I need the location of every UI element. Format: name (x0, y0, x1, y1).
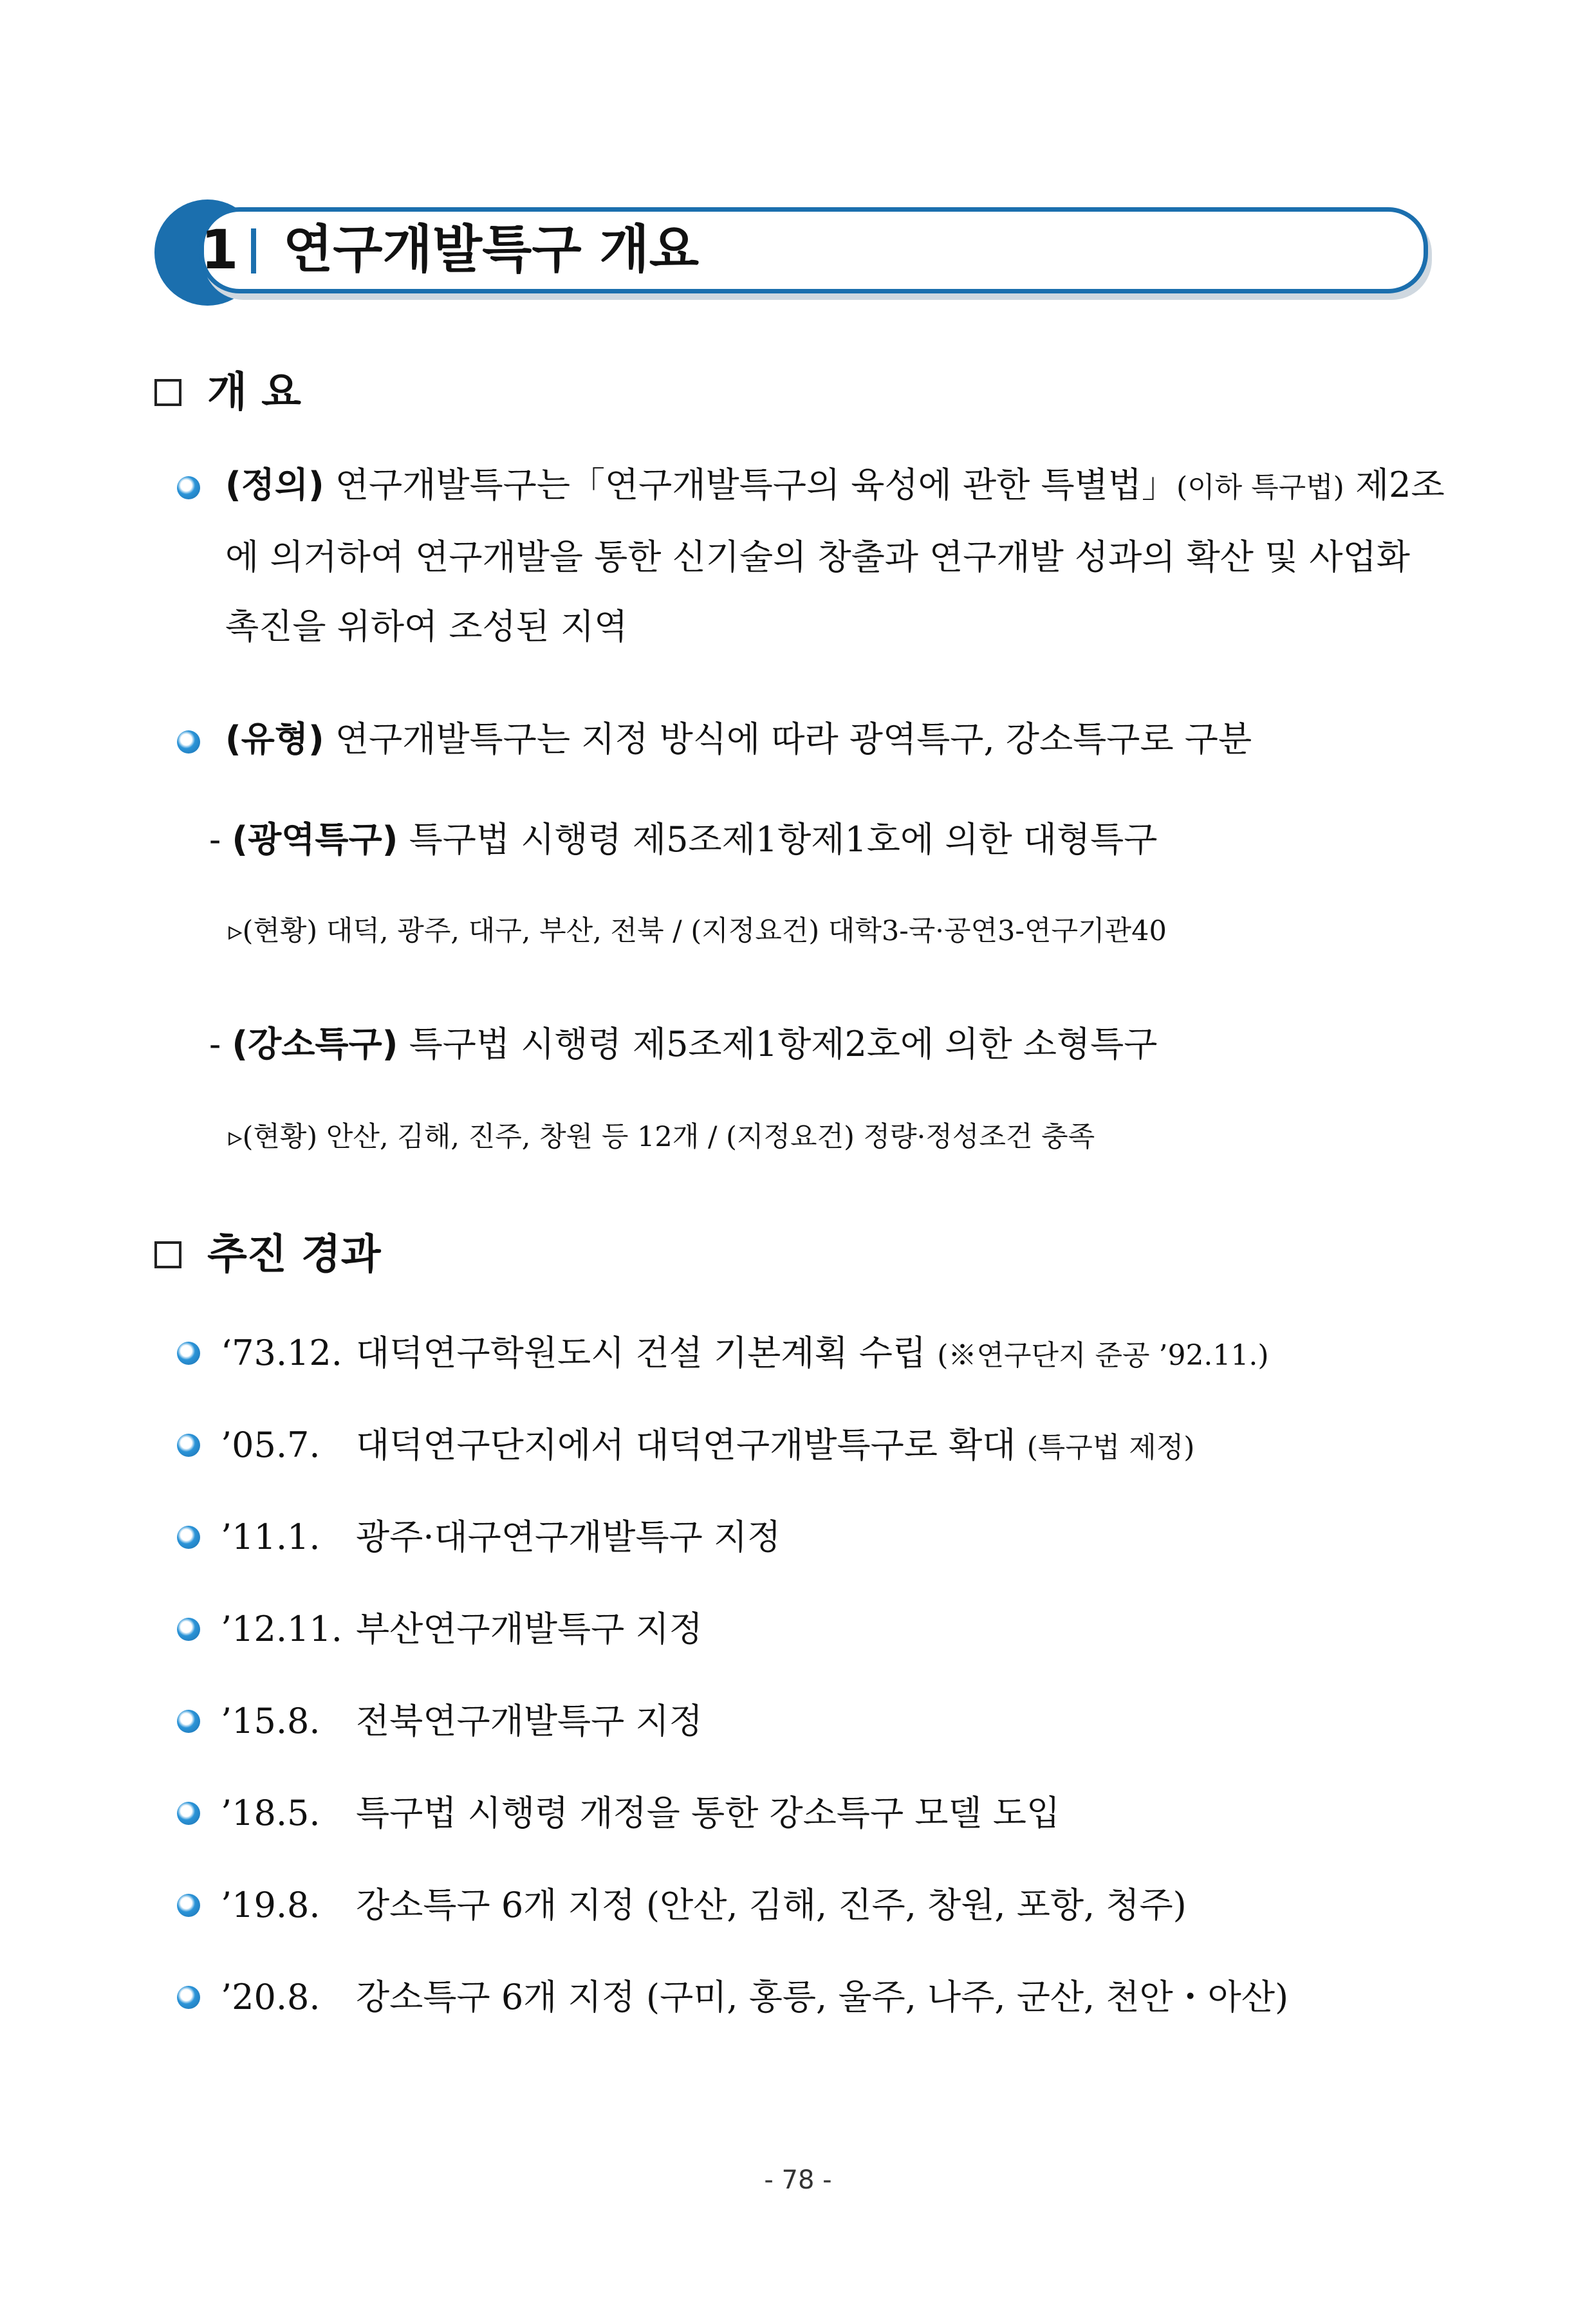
history-text: 대덕연구단지에서 대덕연구개발특구로 확대 (356, 1425, 1027, 1465)
history-date: ’15.8. (221, 1701, 320, 1741)
history-text: 광주·대구연구개발특구 지정 (356, 1517, 781, 1557)
list-item (177, 1968, 1288, 2029)
history-date: ’11.1. (221, 1517, 320, 1557)
definition-text: 연구개발특구는「연구개발특구의 육성에 관한 특별법」 (324, 465, 1176, 505)
type-paragraph (225, 705, 1448, 774)
square-bullet-icon (154, 379, 181, 406)
section-header (154, 193, 1435, 312)
small-zone-note: ▹(현황) 안산, 김해, 진주, 창원 등 12개 / (지정요건) 정량·정성조건 충족 (228, 1121, 1095, 1153)
small-zone-line (209, 1015, 1157, 1073)
history-date: ’18.5. (221, 1793, 320, 1833)
history-date: ’12.11. (221, 1609, 342, 1649)
history-text: 부산연구개발특구 지정 (356, 1609, 703, 1649)
overview-heading (154, 364, 301, 421)
type-label: (유형) (225, 719, 324, 759)
history-text: 강소특구 6개 지정 (안산, 김해, 진주, 창원, 포항, 청주) (356, 1885, 1187, 1925)
history-text: 강소특구 6개 지정 (구미, 홍릉, 울주, 나주, 군산, 천안・아산) (356, 1977, 1289, 2017)
list-item (177, 1416, 1194, 1477)
square-bullet-icon (154, 1241, 181, 1268)
wide-zone-label: (광역특구) (232, 819, 398, 860)
definition-text-small: (이하 특구법) (1176, 471, 1344, 504)
wide-zone-text: 특구법 시행령 제5조제1항제1호에 의한 대형특구 (398, 819, 1158, 860)
list-item (177, 1876, 1187, 1937)
history-date: ’20.8. (221, 1977, 320, 2017)
definition-text-rest: 제2조에 의거하여 연구개발을 통한 신기술의 창출과 연구개발 성과의 확산 및 사업화 촉진을 위하여 조성된 지역 (225, 465, 1445, 647)
history-heading-text: 추진 경과 (207, 1231, 381, 1279)
history-heading (154, 1226, 381, 1284)
history-text: 대덕연구학원도시 건설 기본계획 수립 (356, 1333, 938, 1373)
history-text: 특구법 시행령 개정을 통한 강소특구 모델 도입 (356, 1793, 1061, 1833)
wide-zone-line (209, 811, 1157, 869)
section-number: 1 (201, 218, 239, 281)
bullet-icon (177, 476, 200, 499)
section-title: 연구개발특구 개요 (283, 219, 700, 279)
history-note: (특구법 제정) (1026, 1431, 1195, 1464)
history-date: ‘73.12. (221, 1333, 342, 1373)
definition-label: (정의) (225, 465, 324, 505)
history-text: 전북연구개발특구 지정 (356, 1701, 703, 1741)
dash-prefix: - (209, 1024, 232, 1064)
history-date: ’05.7. (221, 1425, 320, 1465)
list-item (177, 1600, 703, 1661)
small-zone-label: (강소특구) (232, 1024, 398, 1064)
wide-zone-note: ▹(현황) 대덕, 광주, 대구, 부산, 전북 / (지정요건) 대학3-국·공연3-연구기관40 (228, 915, 1167, 947)
small-zone-text: 특구법 시행령 제5조제1항제2호에 의한 소형특구 (398, 1024, 1158, 1064)
history-date: ’19.8. (221, 1885, 320, 1925)
list-item (177, 1508, 781, 1569)
page-number: - 78 - (764, 2165, 832, 2195)
list-item (177, 1324, 1269, 1385)
bullet-icon (177, 730, 200, 754)
type-text: 연구개발특구는 지정 방식에 따라 광역특구, 강소특구로 구분 (324, 719, 1252, 759)
header-divider (251, 228, 256, 273)
overview-heading-text: 개 요 (207, 369, 301, 416)
list-item (177, 1692, 703, 1753)
dash-prefix: - (209, 819, 232, 860)
history-note: (※연구단지 준공 ’92.11.) (937, 1339, 1269, 1372)
list-item (177, 1784, 1060, 1845)
definition-paragraph (225, 450, 1448, 662)
